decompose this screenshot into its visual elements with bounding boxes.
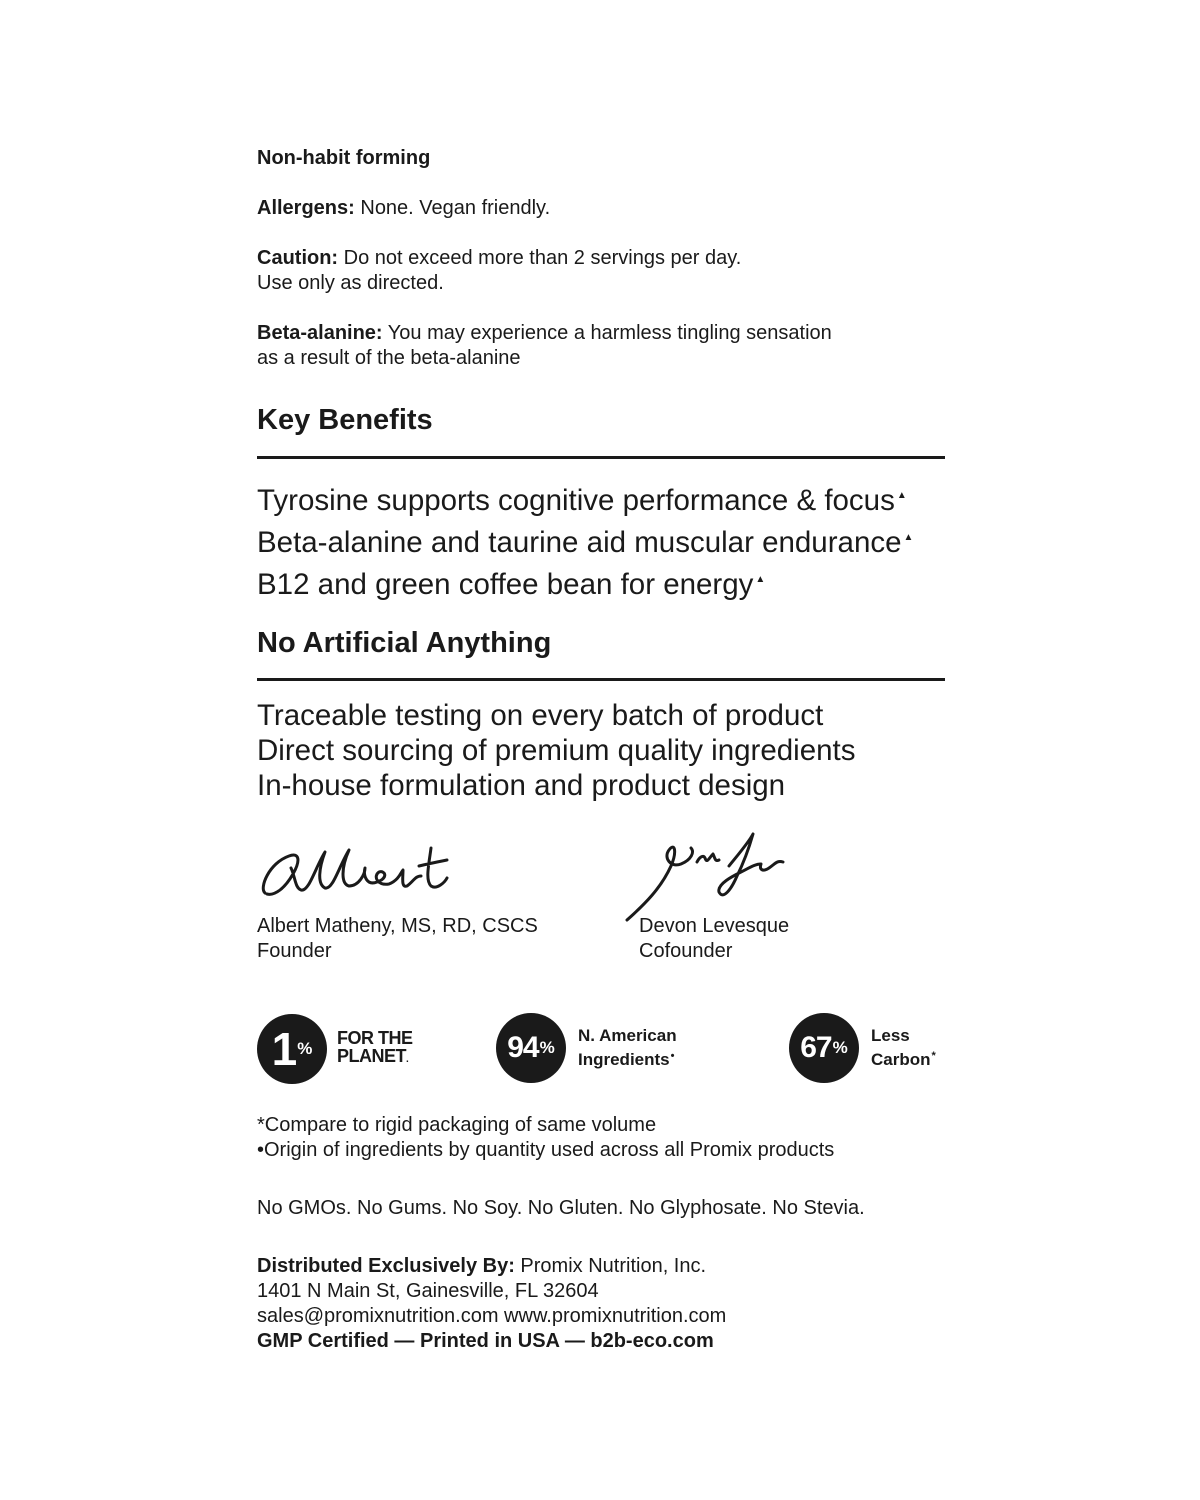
beta-alanine-label: Beta-alanine: <box>257 322 383 344</box>
caution-text-2: Use only as directed. <box>257 272 444 294</box>
distributor-company: Promix Nutrition, Inc. <box>514 1255 707 1277</box>
distributor-block <box>257 1254 977 1354</box>
founder-role: Founder <box>257 940 332 962</box>
less-carbon-text: Less Carbon* <box>871 1026 936 1069</box>
one-percent-planet-badge <box>257 1014 413 1084</box>
caution-note <box>257 246 947 296</box>
caution-label: Caution: <box>257 247 339 269</box>
cofounder-name: Devon Levesque <box>639 915 790 937</box>
founder-credit <box>257 914 538 964</box>
cofounder-credit <box>639 914 789 964</box>
beta-alanine-text-1: You may experience a harmless tingling sensation <box>382 322 832 344</box>
non-habit-forming: Non-habit forming <box>257 147 431 169</box>
quality-item: In-house formulation and product design <box>257 769 786 802</box>
allergens-text: None. Vegan friendly. <box>354 197 551 219</box>
allergens-note <box>257 196 947 221</box>
key-benefits-divider <box>257 456 945 459</box>
badge-percent: % <box>539 1038 555 1057</box>
badge-percent: % <box>297 1039 313 1058</box>
badge-percent: % <box>832 1038 848 1057</box>
badge-number: 94 <box>507 1031 539 1064</box>
footnote-origin: •Origin of ingredients by quantity used across all Promix products <box>257 1139 835 1161</box>
key-benefits-heading: Key Benefits <box>257 404 433 436</box>
badge-number: 67 <box>800 1031 832 1064</box>
triangle-marker-icon: ▲ <box>755 574 766 585</box>
distributor-line <box>257 1254 977 1279</box>
founder-name: Albert Matheny, MS, RD, CSCS <box>257 915 538 937</box>
free-from-statement: No GMOs. No Gums. No Soy. No Gluten. No Glyphosate. No Stevia. <box>257 1197 865 1219</box>
sixty-seven-percent-circle <box>789 1013 859 1083</box>
no-artificial-list <box>257 698 957 803</box>
north-american-text: N. American Ingredients• <box>578 1026 677 1069</box>
allergens-label: Allergens: <box>257 197 355 219</box>
footnote-packaging: *Compare to rigid packaging of same volume <box>257 1114 657 1136</box>
benefit-item: Tyrosine supports cognitive performance & focus ▲ <box>257 484 907 517</box>
for-the-planet-text: FOR THE PLANET. <box>337 1028 413 1066</box>
no-artificial-heading: No Artificial Anything <box>257 627 552 659</box>
key-benefits-list <box>257 477 957 603</box>
north-american-ingredients-badge <box>496 1013 677 1083</box>
triangle-marker-icon: ▲ <box>903 532 914 543</box>
ninety-four-percent-circle <box>496 1013 566 1083</box>
certification-line: GMP Certified — Printed in USA — b2b-eco.com <box>257 1330 714 1352</box>
one-percent-circle <box>257 1014 327 1084</box>
less-carbon-badge <box>789 1013 936 1083</box>
notes-section <box>257 146 947 371</box>
benefit-item: Beta-alanine and taurine aid muscular endurance ▲ <box>257 526 914 559</box>
beta-alanine-note <box>257 321 947 371</box>
albert-signature-icon <box>255 838 455 908</box>
badge-number: 1 <box>271 1023 297 1075</box>
caution-text-1: Do not exceed more than 2 servings per day. <box>338 247 742 269</box>
triangle-marker-icon: ▲ <box>896 490 907 501</box>
no-artificial-divider <box>257 678 945 681</box>
quality-item: Traceable testing on every batch of product <box>257 699 824 732</box>
footnotes <box>257 1113 977 1163</box>
devon-signature-icon <box>625 828 790 923</box>
distributor-address: 1401 N Main St, Gainesville, FL 32604 <box>257 1280 599 1302</box>
beta-alanine-text-2: as a result of the beta-alanine <box>257 347 521 369</box>
distributor-contact: sales@promixnutrition.com www.promixnutrition.com <box>257 1305 727 1327</box>
cofounder-role: Cofounder <box>639 940 733 962</box>
benefit-item: B12 and green coffee bean for energy ▲ <box>257 568 766 601</box>
quality-item: Direct sourcing of premium quality ingredients <box>257 734 856 767</box>
distributor-label: Distributed Exclusively By: <box>257 1255 515 1277</box>
